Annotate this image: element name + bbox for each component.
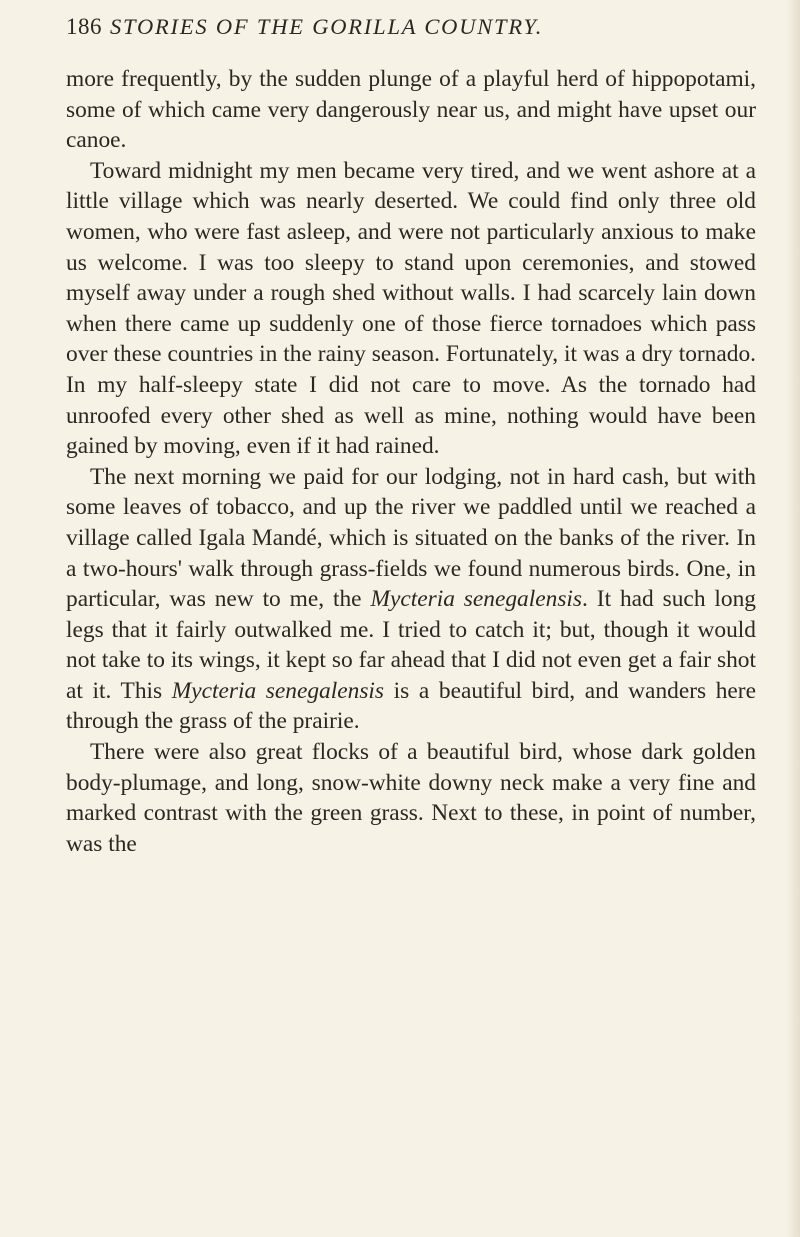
body-text — [66, 64, 756, 859]
running-head — [66, 14, 756, 48]
paragraph-segment: more frequently, by the sudden plunge of a playful herd of hippopotami, some of which came very dangerously near us, and might have upset our canoe. — [66, 66, 756, 154]
paragraph-1 — [66, 64, 756, 156]
running-title: STORIES OF THE GORILLA COUNTRY. — [110, 14, 544, 39]
paragraph-3 — [66, 462, 756, 737]
species-name-italic: Mycteria senegalensis — [171, 677, 385, 704]
paragraph-2 — [66, 156, 756, 462]
paragraph-segment: There were also great flocks of a beautiful bird, whose dark golden body-plumage, and long, snow-white downy neck make a very fine and marked contrast with the green grass. Next to these, in point of number, was the — [66, 739, 756, 857]
paragraph-segment: The next morning we paid for our lodging, not in hard cash, but with some leaves of tobacco, and up the river we paddled until we reached a village called Igala Mandé, which is situated on the banks of the river. In a two-hours' walk through grass-fields we found numerous birds. One, in particular, was new to me, the — [66, 463, 756, 613]
paragraph-segment: Toward midnight my men became very tired, and we went ashore at a little village which was nearly deserted. We could find only three old women, who were fast asleep, and were not particularly anxious to make us welcome. I was too sleepy to stand upon ceremonies, and stowed myself away under a rough shed without walls. I had scarcely lain down when there came up suddenly one of those fierce tornadoes which pass over these countries in the rainy season. Fortunately, it was a dry tornado. In my half-sleepy state I did not care to move. As the tornado had unroofed every other shed as well as mine, nothing would have been gained by moving, even if it had rained. — [66, 157, 756, 460]
page-number: 186 — [66, 14, 102, 39]
paragraph-4 — [66, 737, 756, 859]
page-edge-shadow — [786, 0, 800, 1237]
species-name-italic: Mycteria senegalensis — [370, 586, 583, 613]
paragraph-segment: . It had such long legs that it fairly outwalked me. I tried to catch it; but, though it would not take to its wings, it kept so far ahead that I did not even get a fair shot at it. This — [66, 586, 756, 704]
paragraph-segment: is a beautiful bird, and wanders here through the grass of the prairie. — [66, 677, 756, 735]
